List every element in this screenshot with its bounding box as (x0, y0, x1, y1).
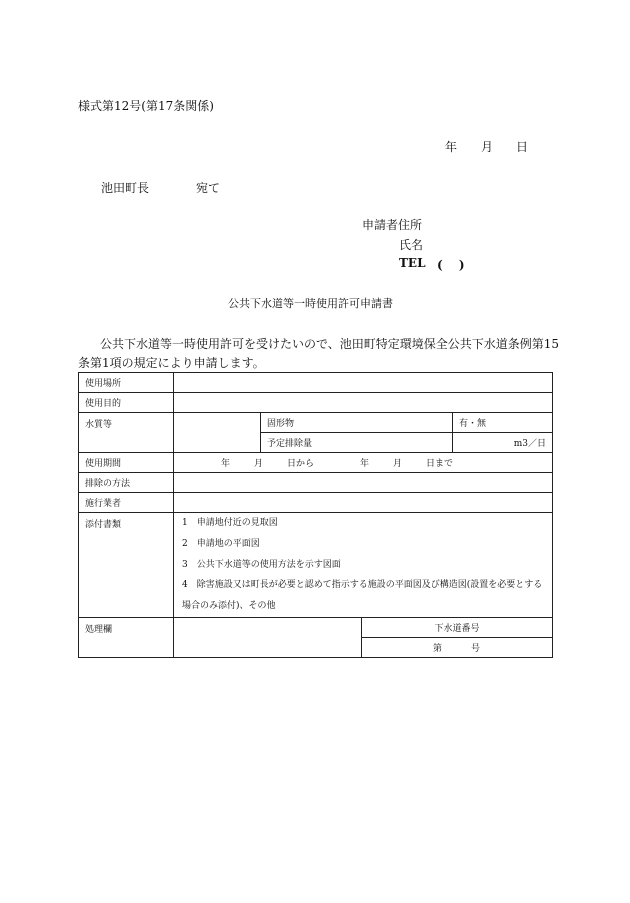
use-purpose-field[interactable] (174, 393, 553, 413)
solids-value[interactable]: 有・無 (453, 413, 553, 433)
sewer-number-label: 下水道番号 (362, 617, 553, 637)
use-period-field[interactable] (174, 453, 553, 473)
row-use-period (79, 453, 553, 473)
contractor-field[interactable] (174, 493, 553, 513)
discharge-method-field[interactable] (174, 473, 553, 493)
row-discharge-method (79, 473, 553, 493)
processing-field[interactable] (174, 617, 362, 657)
period-day-from: 日から (287, 459, 315, 469)
period-month-to: 月 (393, 459, 403, 469)
row-attachments (79, 513, 553, 618)
use-location-label: 使用場所 (79, 373, 174, 393)
attachments-list (174, 513, 553, 618)
number-suffix: 号 (471, 643, 481, 654)
addressee-suffix: 宛て (196, 181, 221, 195)
applicant-address-label: 申請者住所 (362, 218, 423, 232)
intro-line-2: 条第1項の規定により申請します。 (78, 356, 265, 370)
solids-label: 固形物 (261, 413, 453, 433)
sewer-number-field[interactable] (362, 637, 553, 657)
water-quality-label: 水質等 (79, 413, 174, 453)
applicant-name-label: 氏名 (399, 238, 424, 252)
application-table (78, 372, 553, 658)
row-use-purpose (79, 393, 553, 413)
use-purpose-label: 使用目的 (79, 393, 174, 413)
attachment-item-4-cont: 場合のみ添付)、その他 (182, 601, 276, 612)
date-day: 日 (516, 140, 529, 154)
document-title: 公共下水道等一時使用許可申請書 (228, 297, 393, 310)
intro-line-1: 公共下水道等一時使用許可を受けたいので、池田町特定環境保全公共下水道条例第15 (100, 337, 560, 351)
attachment-item-2: 2 申請地の平面図 (182, 538, 260, 549)
row-water-quality (79, 413, 553, 433)
attachment-item-3: 3 公共下水道等の使用方法を示す図面 (182, 559, 341, 570)
form-number: 様式第12号(第17条関係) (78, 99, 214, 113)
addressee: 池田町長 (101, 181, 150, 195)
discharge-unit[interactable]: m3／日 (453, 433, 553, 453)
discharge-method-label: 排除の方法 (79, 473, 174, 493)
planned-discharge-label: 予定排除量 (261, 433, 453, 453)
row-contractor (79, 493, 553, 513)
period-month-from: 月 (254, 459, 264, 469)
number-prefix: 第 (433, 643, 443, 654)
use-location-field[interactable] (174, 373, 553, 393)
date-year: 年 (445, 140, 458, 154)
contractor-label: 施行業者 (79, 493, 174, 513)
date-month: 月 (481, 140, 494, 154)
period-day-to: 日まで (426, 459, 454, 469)
applicant-tel-parens: ( ) (437, 258, 465, 272)
use-period-label: 使用期間 (79, 453, 174, 473)
attachment-item-4: 4 除害施設又は町長が必要と認めて指示する施設の平面図及び構造図(設置を必要とする (182, 580, 543, 591)
row-use-location (79, 373, 553, 393)
row-processing (79, 617, 553, 637)
applicant-tel-label: TEL (399, 256, 426, 270)
period-year-to: 年 (360, 459, 370, 469)
period-year-from: 年 (221, 459, 231, 469)
attachment-item-1: 1 申請地付近の見取図 (182, 518, 278, 528)
water-quality-field[interactable] (174, 413, 261, 453)
processing-label: 処理欄 (79, 617, 174, 657)
attachments-label: 添付書類 (79, 513, 174, 618)
